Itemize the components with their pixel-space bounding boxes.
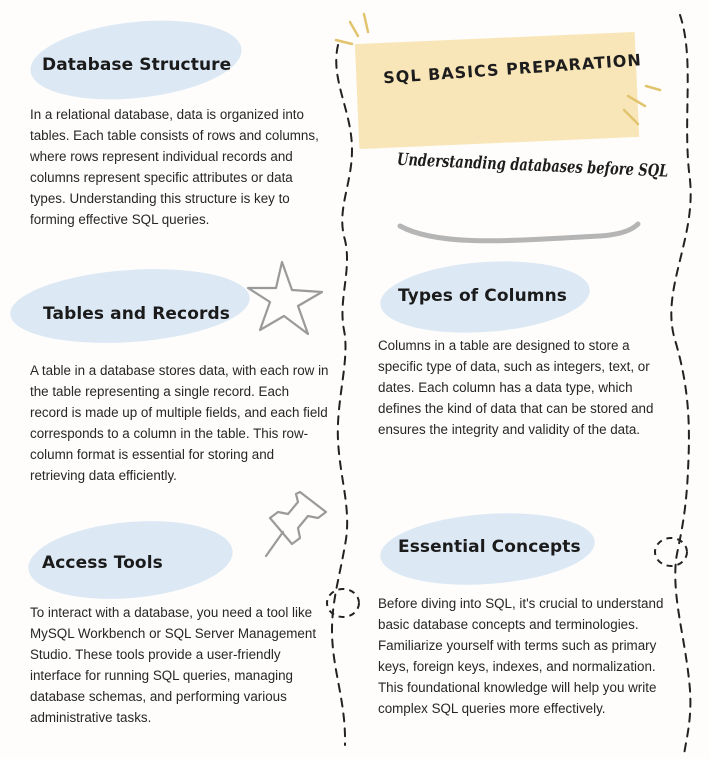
heading-tables-records: Tables and Records [43, 304, 230, 324]
heading-access-tools: Access Tools [42, 553, 163, 573]
text-access-tools: To interact with a database, you need a tool like MySQL Workbench or SQL Server Management Studio. These tools provide a user-friendly interface for running SQL queries, managing database schemas, and performing various administrative tasks. [30, 605, 317, 725]
text-tables-records: A table in a database stores data, with each row in the table representing a single record. Each record is made up of multiple fields, and each field corresponds to a column in the table. This row-column format is essential for storing and retrieving data efficiently. [30, 363, 329, 483]
heading-types-columns: Types of Columns [398, 286, 568, 306]
text-database-structure: In a relational database, data is organized into tables. Each table consists of rows and columns, where rows represent individual records and columns represent specific attributes or data types. Understanding this structure is key to forming effective SQL queries. [30, 107, 319, 227]
squiggle-underline [400, 224, 638, 241]
dashed-loop-left [327, 589, 359, 617]
dashed-path-divider [332, 45, 352, 745]
dashed-loop-right [655, 538, 687, 566]
star-icon [248, 262, 322, 334]
heading-essential-concepts: Essential Concepts [398, 537, 581, 557]
heading-database-structure: Database Structure [42, 55, 232, 75]
text-types-columns: Columns in a table are designed to store a specific type of data, such as integers, text, or dates. Each column has a data type, which defines the kind of data that can be stored and ensures the integrity and validity of the data. [378, 338, 654, 437]
title-banner [355, 32, 643, 149]
pushpin-icon [266, 492, 326, 556]
banner-subtitle: Understanding databases before SQL [396, 150, 669, 182]
sparkle-lines-icon-top [336, 14, 368, 44]
text-essential-concepts: Before diving into SQL, it's crucial to understand basic database concepts and terminologies. Familiarize yourself with terms such as primary keys, foreign keys, indexes, and normalization. This foundational knowledge will help you write complex SQL queries more effectively. [378, 596, 664, 716]
banner-title: SQL BASICS PREPARATION [382, 50, 643, 88]
